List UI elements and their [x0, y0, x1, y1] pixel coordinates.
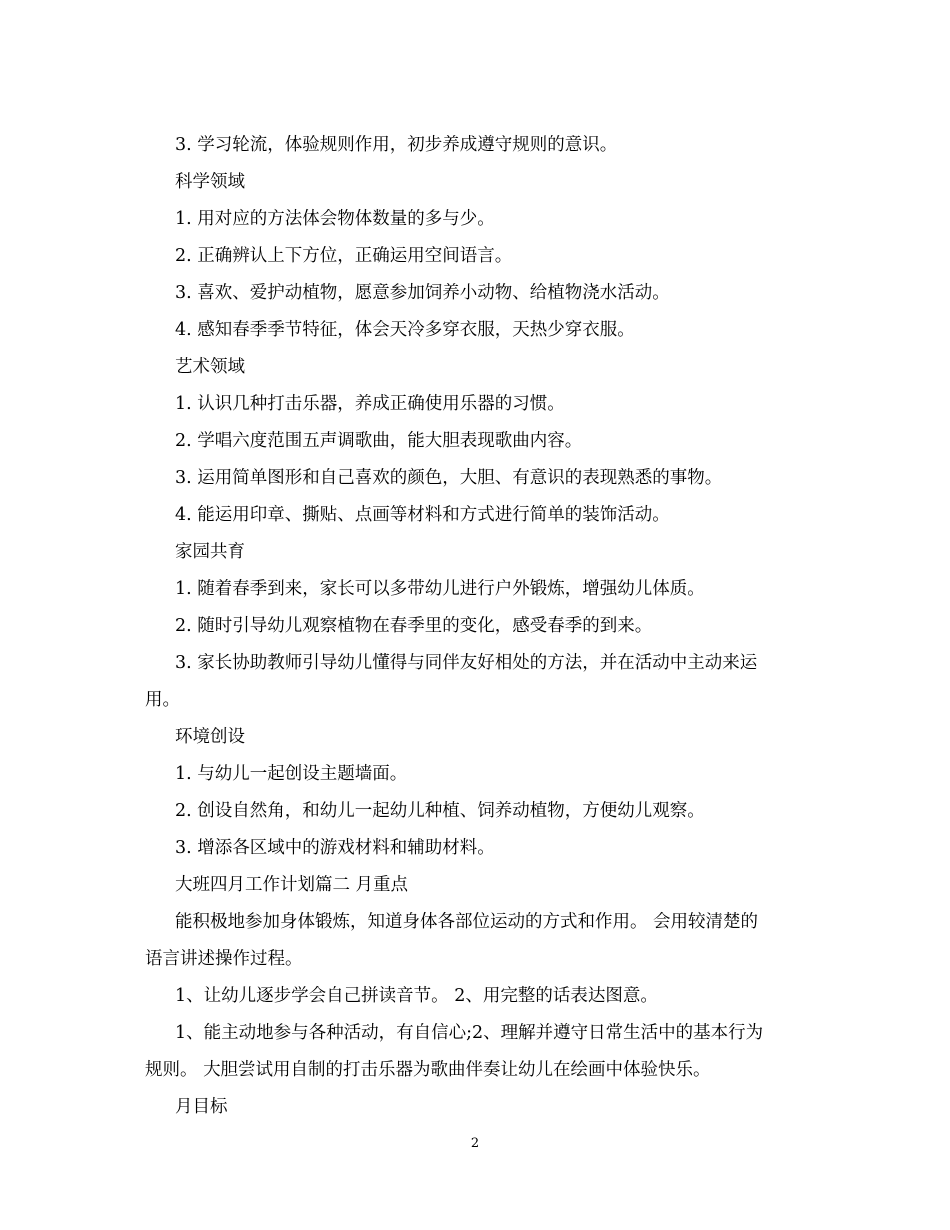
text-line: 3. 学习轮流，体验规则作用，初步养成遵守规则的意识。 — [175, 135, 618, 155]
section-heading: 艺术领域 — [175, 357, 245, 377]
document-body — [145, 127, 810, 1126]
section-heading: 家园共育 — [175, 542, 245, 562]
text-line: 3. 家长协助教师引导幼儿懂得与同伴友好相处的方法，并在活动中主动来运 — [175, 653, 758, 673]
text-line: 2. 创设自然角，和幼儿一起幼儿种植、饲养动植物，方便幼儿观察。 — [175, 801, 705, 821]
text-line: 1、能主动地参与各种活动，有自信心;2、理解并遵守日常生活中的基本行为 — [175, 1023, 764, 1043]
text-line-continuation: 规则。 大胆尝试用自制的打击乐器为歌曲伴奏让幼儿在绘画中体验快乐。 — [145, 1060, 711, 1080]
text-line: 能积极地参加身体锻炼，知道身体各部位运动的方式和作用。 会用较清楚的 — [175, 912, 759, 932]
text-line: 1、让幼儿逐步学会自己拼读音节。 2、用完整的话表达图意。 — [175, 986, 658, 1006]
text-line: 3. 运用简单图形和自己喜欢的颜色，大胆、有意识的表现熟悉的事物。 — [175, 468, 723, 488]
text-line: 1. 认识几种打击乐器，养成正确使用乐器的习惯。 — [175, 394, 565, 414]
section-heading: 月目标 — [175, 1097, 228, 1117]
text-line: 4. 能运用印章、撕贴、点画等材料和方式进行简单的装饰活动。 — [175, 505, 670, 525]
section-heading: 环境创设 — [175, 727, 245, 747]
section-heading: 大班四月工作计划篇二 月重点 — [175, 875, 409, 895]
text-line: 4. 感知春季季节特征，体会天冷多穿衣服，天热少穿衣服。 — [175, 320, 635, 340]
text-line-continuation: 语言讲述操作过程。 — [145, 949, 303, 969]
text-line-continuation: 用。 — [145, 690, 180, 710]
text-line: 1. 随着春季到来，家长可以多带幼儿进行户外锻炼，增强幼儿体质。 — [175, 579, 705, 599]
page-number: 2 — [470, 1136, 480, 1151]
text-line: 2. 正确辨认上下方位，正确运用空间语言。 — [175, 246, 513, 266]
text-line: 2. 学唱六度范围五声调歌曲，能大胆表现歌曲内容。 — [175, 431, 583, 451]
text-line: 1. 与幼儿一起创设主题墙面。 — [175, 764, 408, 784]
section-heading: 科学领域 — [175, 172, 245, 192]
text-line: 3. 喜欢、爱护动植物，愿意参加饲养小动物、给植物浇水活动。 — [175, 283, 670, 303]
text-line: 3. 增添各区域中的游戏材料和辅助材料。 — [175, 838, 495, 858]
text-line: 1. 用对应的方法体会物体数量的多与少。 — [175, 209, 495, 229]
text-line: 2. 随时引导幼儿观察植物在春季里的变化，感受春季的到来。 — [175, 616, 653, 636]
